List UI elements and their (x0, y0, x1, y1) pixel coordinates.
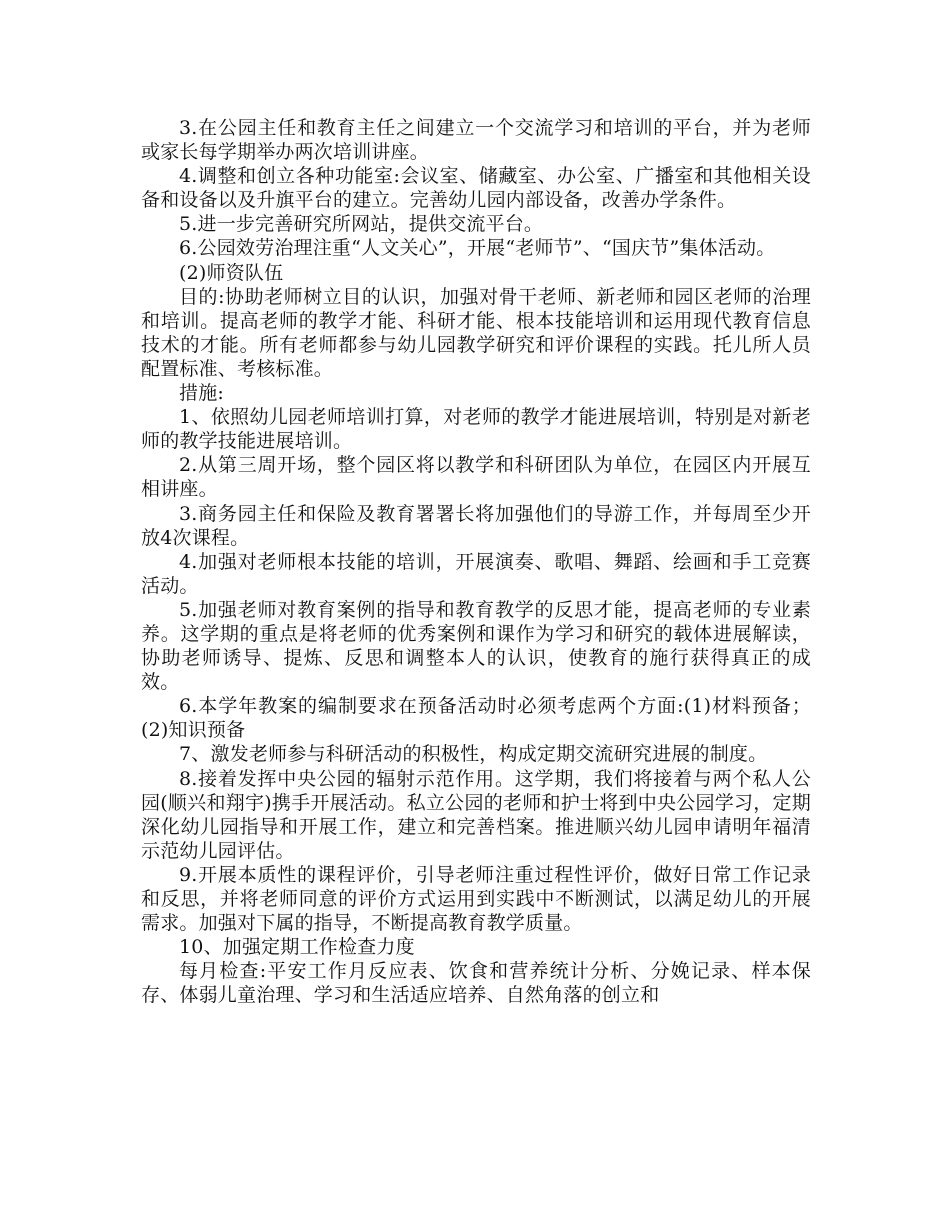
paragraph: 目的:协助老师树立目的认识，加强对骨干老师、新老师和园区老师的治理和培训。提高老师的教学才能、科研才能、根本技能培训和运用现代教育信息技术的才能。所有老师都参与幼儿园教学研究和评价课程的实践。托儿所人员配置标准、考核标准。 (141, 285, 811, 380)
paragraph: 4.加强对老师根本技能的培训，开展演奏、歌唱、舞蹈、绘画和手工竞赛活动。 (141, 550, 811, 597)
paragraph: 9.开展本质性的课程评价，引导老师注重过程性评价，做好日常工作记录和反思，并将老师同意的评价方式运用到实践中不断测试，以满足幼儿的开展需求。加强对下属的指导，不断提高教育教学质量。 (141, 863, 811, 935)
paragraph: 8.接着发挥中央公园的辐射示范作用。这学期，我们将接着与两个私人公园(顺兴和翔宇)携手开展活动。私立公园的老师和护士将到中央公园学习，定期深化幼儿园指导和开展工作，建立和完善档案。推进顺兴幼儿园申请明年福清示范幼儿园评估。 (141, 767, 811, 862)
subheading: 措施: (179, 382, 225, 405)
paragraph: 6.本学年教案的编制要求在预备活动时必须考虑两个方面:(1)材料预备；(2)知识预备 (141, 695, 811, 742)
paragraph: 2.从第三周开场，整个园区将以教学和科研团队为单位，在园区内开展互相讲座。 (141, 454, 811, 501)
paragraph: 7、激发老师参与科研活动的积极性，构成定期交流研究进展的制度。 (179, 743, 768, 766)
paragraph: 6.公园效劳治理注重“人文关心”，开展“老师节”、“国庆节”集体活动。 (179, 237, 776, 260)
paragraph: 4.调整和创立各种功能室:会议室、储藏室、办公室、广播室和其他相关设备和设备以及升旗平台的建立。完善幼儿园内部设备，改善办学条件。 (141, 165, 811, 212)
paragraph: 每月检查:平安工作月反应表、饮食和营养统计分析、分娩记录、样本保存、体弱儿童治理、学习和生活适应培养、自然角落的创立和 (141, 960, 811, 1007)
section-heading: (2)师资队伍 (179, 261, 284, 284)
paragraph: 5.加强老师对教育案例的指导和教育教学的反思才能，提高老师的专业素养。这学期的重点是将老师的优秀案例和课作为学习和研究的载体进展解读，协助老师诱导、提炼、反思和调整本人的认识，使教育的施行获得真正的成效。 (141, 598, 811, 694)
paragraph: 10、加强定期工作检查力度 (179, 936, 415, 959)
paragraph: 1、依照幼儿园老师培训打算，对老师的教学才能进展培训，特别是对新老师的教学技能进展培训。 (141, 406, 811, 453)
paragraph: 3.在公园主任和教育主任之间建立一个交流学习和培训的平台，并为老师或家长每学期举办两次培训讲座。 (141, 117, 811, 164)
paragraph: 3.商务园主任和保险及教育署署长将加强他们的导游工作，并每周至少开放4次课程。 (141, 502, 811, 549)
paragraph: 5.进一步完善研究所网站，提供交流平台。 (179, 213, 544, 236)
document-page (141, 116, 811, 1007)
